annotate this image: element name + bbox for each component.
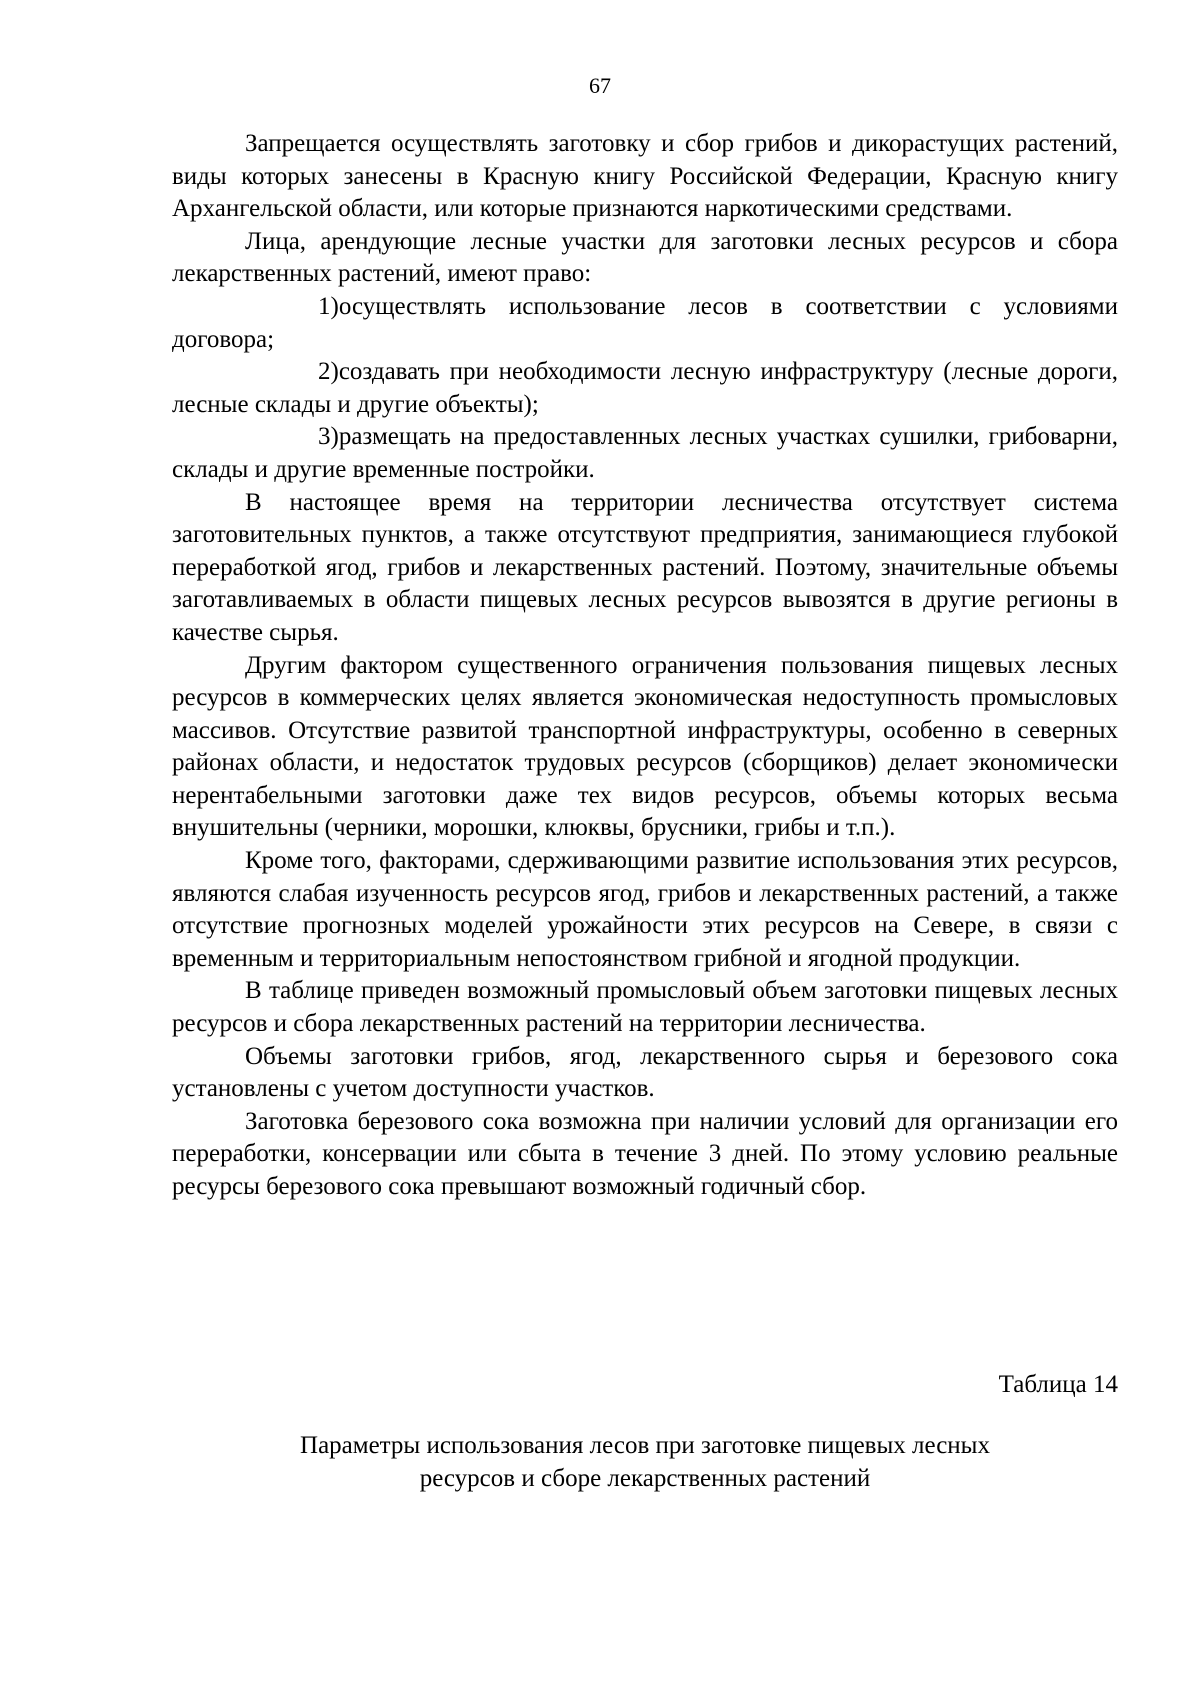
list-item-text: осуществлять использование лесов в соответствии с условиями договора; xyxy=(172,292,1118,353)
table-title xyxy=(172,1430,1118,1495)
list-item-right-2 xyxy=(172,356,1118,421)
table-title-line: Параметры использования лесов при заготовке пищевых лесных xyxy=(300,1432,990,1459)
paragraph-rights-intro: Лица, арендующие лесные участки для заготовки лесных ресурсов и сбора лекарственных растений, имеют право: xyxy=(172,227,1118,288)
paragraph-limiting-factor: Другим фактором существенного ограничения пользования пищевых лесных ресурсов в коммерческих целях является экономическая недоступность промысловых массивов. Отсутствие развитой транспортной инфраструктуры, особенно в северных районах области, и недостаток трудовых ресурсов (сборщиков) делает экономически нерентабельными заготовки даже тех видов ресурсов, объемы которых весьма внушительны (черники, морошки, клюквы, брусники, грибы и т.п.). xyxy=(172,651,1118,842)
list-item-right-1 xyxy=(172,291,1118,356)
paragraph-table-reference: В таблице приведен возможный промысловый объем заготовки пищевых лесных ресурсов и сбора лекарственных растений на территории лесничества. xyxy=(172,977,1118,1038)
paragraph-volumes: Объемы заготовки грибов, ягод, лекарственного сырья и березового сока установлены с учетом доступности участков. xyxy=(172,1042,1118,1103)
list-number: 3) xyxy=(318,423,339,451)
paragraph-birch-sap: Заготовка березового сока возможна при наличии условий для организации его переработки, консервации или сбыта в течение 3 дней. По этому условию реальные ресурсы березового сока превышают возможный годичный сбор. xyxy=(172,1107,1118,1200)
document-body xyxy=(172,128,1118,1204)
list-number: 1) xyxy=(318,292,339,320)
table-title-line: ресурсов и сборе лекарственных растений xyxy=(419,1464,871,1492)
list-item-text: размещать на предоставленных лесных участках сушилки, грибоварни, склады и другие временные постройки. xyxy=(172,423,1118,483)
list-number: 2) xyxy=(318,358,339,386)
list-item-text: создавать при необходимости лесную инфраструктуру (лесные дороги, лесные склады и другие объекты); xyxy=(172,358,1118,418)
paragraph-prohibition: Запрещается осуществлять заготовку и сбор грибов и дикорастущих растений, виды которых занесены в Красную книгу Российской Федерации, Красную книгу Архангельской области, или которые признаются наркотическими средствами. xyxy=(172,130,1118,223)
paragraph-restraining-factors: Кроме того, факторами, сдерживающими развитие использования этих ресурсов, являются слабая изученность ресурсов ягод, грибов и лекарственных растений, а также отсутствие прогнозных моделей урожайности этих ресурсов на Севере, в связи с временным и территориальным непостоянством грибной и ягодной продукции. xyxy=(172,847,1118,972)
list-item-right-3 xyxy=(172,421,1118,486)
page-number: 67 xyxy=(589,73,611,98)
table-caption: Таблица 14 xyxy=(998,1371,1118,1398)
paragraph-current-situation: В настоящее время на территории лесничества отсутствует система заготовительных пунктов, а также отсутствуют предприятия, занимающиеся глубокой переработкой ягод, грибов и лекарственных растений. Поэтому, значительные объемы заготавливаемых в области пищевых лесных ресурсов вывозятся в другие регионы в качестве сырья. xyxy=(172,488,1118,646)
